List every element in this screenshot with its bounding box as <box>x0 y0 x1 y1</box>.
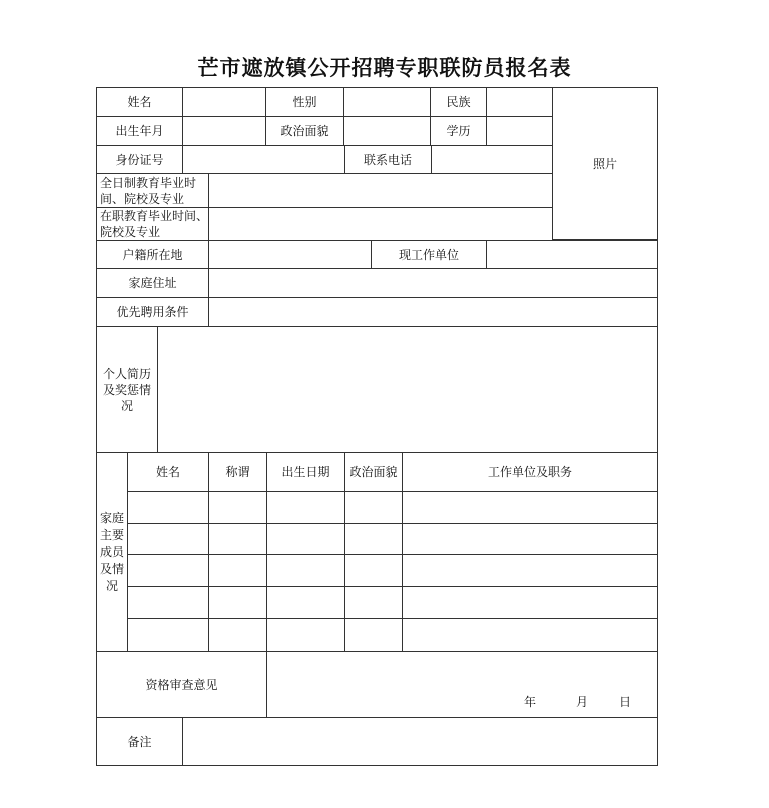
family-cell[interactable] <box>266 491 345 524</box>
phone-label: 联系电话 <box>344 145 432 174</box>
family-cell[interactable] <box>208 491 267 524</box>
photo-label: 照片 <box>592 157 617 171</box>
family-header-work-unit: 工作单位及职务 <box>402 452 658 492</box>
date-year: 年 <box>524 695 537 709</box>
family-header-political-status: 政治面貌 <box>344 452 403 492</box>
family-cell[interactable] <box>266 523 345 555</box>
review-opinion-field[interactable] <box>266 651 658 718</box>
inservice-edu-label: 在职教育毕业时间、院校及专业 <box>96 207 209 241</box>
home-address-label: 家庭住址 <box>96 268 209 298</box>
family-cell[interactable] <box>208 554 267 587</box>
household-location-field[interactable] <box>208 240 372 269</box>
gender-label: 性别 <box>265 87 344 117</box>
family-cell[interactable] <box>127 491 209 524</box>
name-label: 姓名 <box>96 87 183 117</box>
fulltime-edu-field[interactable] <box>208 173 553 208</box>
name-field[interactable] <box>182 87 266 117</box>
family-cell[interactable] <box>402 586 658 619</box>
family-cell[interactable] <box>344 586 403 619</box>
remarks-field[interactable] <box>182 717 658 766</box>
id-number-field[interactable] <box>182 145 345 174</box>
family-cell[interactable] <box>402 554 658 587</box>
family-header-birth-date: 出生日期 <box>266 452 345 492</box>
fulltime-edu-label: 全日制教育毕业时间、院校及专业 <box>96 173 209 208</box>
photo-box[interactable] <box>552 87 658 240</box>
form-title: 芒市遮放镇公开招聘专职联防员报名表 <box>197 56 572 80</box>
priority-conditions-field[interactable] <box>208 297 658 327</box>
household-location-label: 户籍所在地 <box>96 240 209 269</box>
family-cell[interactable] <box>344 618 403 652</box>
priority-conditions-label: 优先聘用条件 <box>96 297 209 327</box>
family-label: 家庭主要成员及情况 <box>96 452 128 652</box>
resume-field[interactable] <box>157 326 658 453</box>
id-number-label: 身份证号 <box>96 145 183 174</box>
family-cell[interactable] <box>402 523 658 555</box>
family-cell[interactable] <box>344 554 403 587</box>
family-cell[interactable] <box>127 586 209 619</box>
political-status-label: 政治面貌 <box>265 116 344 146</box>
ethnicity-field[interactable] <box>486 87 553 117</box>
date-month: 月 <box>576 695 589 709</box>
family-header-name: 姓名 <box>127 452 209 492</box>
remarks-label: 备注 <box>96 717 183 766</box>
family-cell[interactable] <box>266 618 345 652</box>
family-header-relation: 称谓 <box>208 452 267 492</box>
family-cell[interactable] <box>266 586 345 619</box>
education-label: 学历 <box>430 116 487 146</box>
family-cell[interactable] <box>208 618 267 652</box>
ethnicity-label: 民族 <box>430 87 487 117</box>
education-field[interactable] <box>486 116 553 146</box>
political-status-field[interactable] <box>343 116 431 146</box>
family-cell[interactable] <box>208 523 267 555</box>
current-employer-label: 现工作单位 <box>371 240 487 269</box>
family-cell[interactable] <box>127 618 209 652</box>
family-cell[interactable] <box>402 491 658 524</box>
family-cell[interactable] <box>127 523 209 555</box>
family-cell[interactable] <box>402 618 658 652</box>
gender-field[interactable] <box>343 87 431 117</box>
family-cell[interactable] <box>344 491 403 524</box>
birth-date-field[interactable] <box>182 116 266 146</box>
registration-form <box>96 87 658 766</box>
resume-label: 个人简历及奖惩情况 <box>96 326 158 453</box>
family-cell[interactable] <box>266 554 345 587</box>
review-opinion-label: 资格审查意见 <box>96 651 267 718</box>
family-cell[interactable] <box>127 554 209 587</box>
date-day: 日 <box>619 695 632 709</box>
home-address-field[interactable] <box>208 268 658 298</box>
birth-date-label: 出生年月 <box>96 116 183 146</box>
phone-field[interactable] <box>431 145 553 174</box>
current-employer-field[interactable] <box>486 240 658 269</box>
inservice-edu-field[interactable] <box>208 207 553 241</box>
family-cell[interactable] <box>344 523 403 555</box>
family-cell[interactable] <box>208 586 267 619</box>
